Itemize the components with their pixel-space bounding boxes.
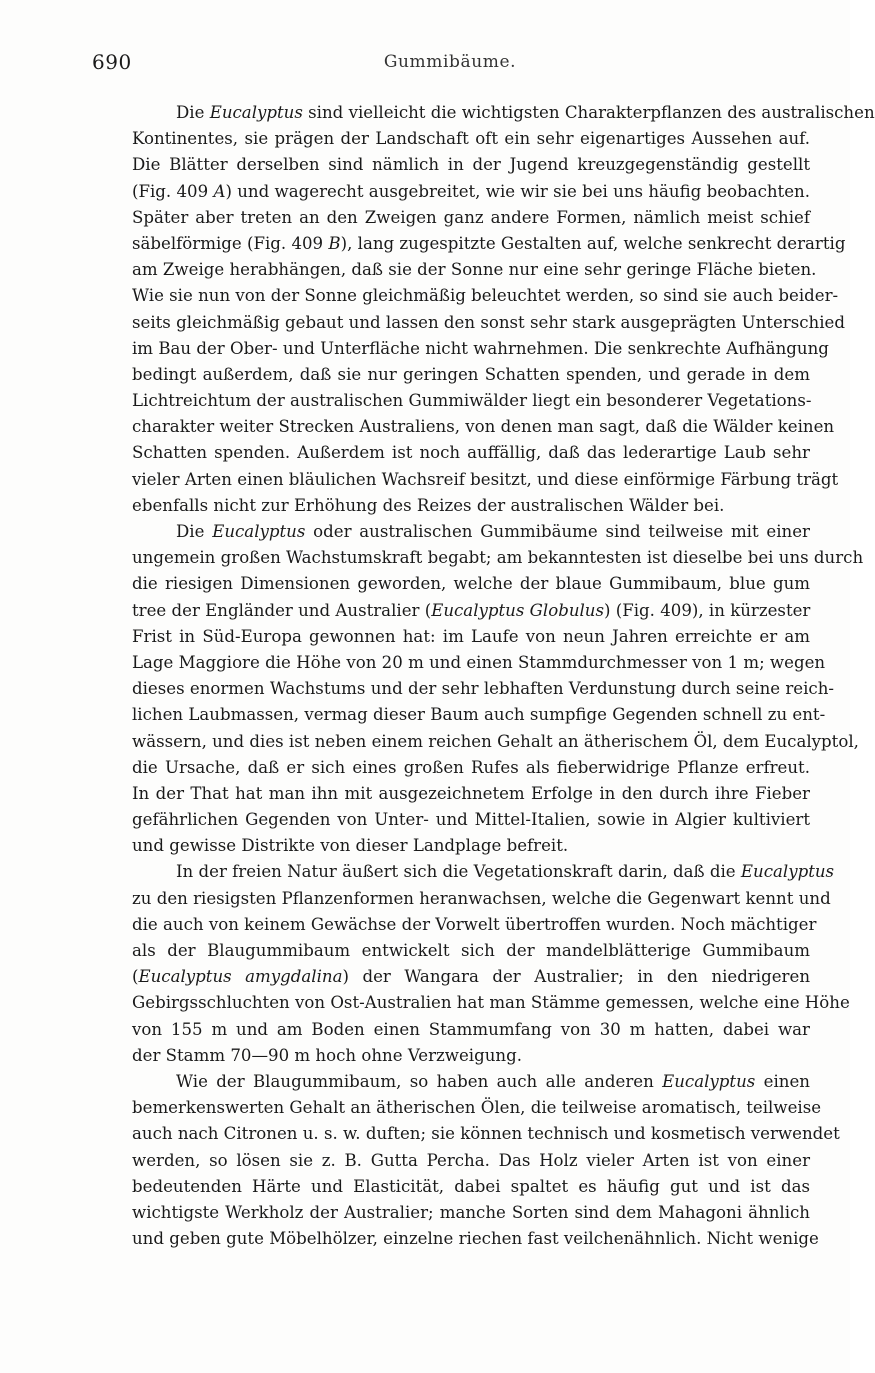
running-title: Gummibäume. <box>383 52 517 72</box>
text-line: seits gleichmäßig gebaut und lassen den sonst sehr stark ausgeprägten Unterschied <box>132 312 845 332</box>
text-line: Die Eucalyptus sind vielleicht die wichtigsten Charakterpflanzen des australischen <box>176 103 875 122</box>
text-line: wässern, und dies ist neben einem reichen Gehalt an ätherischem Öl, dem Eucalyptol, <box>132 731 859 751</box>
text-line: Die Blätter derselben sind nämlich in der Jugend kreuzgegenständig gestellt <box>132 155 810 175</box>
text-line: lichen Laubmassen, vermag dieser Baum auch sumpfige Gegenden schnell zu ent- <box>132 705 826 725</box>
text-line: vieler Arten einen bläulichen Wachsreif besitzt, und diese einförmige Färbung trägt <box>132 469 839 489</box>
text-line: werden, so lösen sie z. B. Gutta Percha. Das Holz vieler Arten ist von einer <box>132 1150 810 1170</box>
text-line: wichtigste Werkholz der Australier; manche Sorten sind dem Mahagoni ähnlich <box>132 1202 810 1222</box>
text-line: tree der Engländer und Australier (Eucalyptus Globulus) (Fig. 409), in kürzester <box>132 600 811 620</box>
text-line: säbelförmige (Fig. 409 B), lang zugespitzte Gestalten auf, welche senkrecht derartig <box>132 233 846 253</box>
text-line: bedingt außerdem, daß sie nur geringen Schatten spenden, und gerade in dem <box>132 364 810 384</box>
text-line: (Fig. 409 A) und wagerecht ausgebreitet, wie wir sie bei uns häufig beobachten. <box>132 181 810 201</box>
text-line: Lage Maggiore die Höhe von 20 m und einen Stammdurchmesser von 1 m; wegen <box>132 652 826 672</box>
text-line: Wie der Blaugummibaum, so haben auch alle anderen Eucalyptus einen <box>176 1071 810 1091</box>
text-line: auch nach Citronen u. s. w. duften; sie können technisch und kosmetisch verwendet <box>132 1124 840 1144</box>
text-line: (Eucalyptus amygdalina) der Wangara der Australier; in den niedrigeren <box>132 967 810 987</box>
text-line: der Stamm 70—90 m hoch ohne Verzweigung. <box>132 1045 523 1065</box>
text-line: In der freien Natur äußert sich die Vegetationskraft darin, daß die Eucalyptus <box>176 862 835 882</box>
text-line: charakter weiter Strecken Australiens, von denen man sagt, daß die Wälder keinen <box>132 417 835 437</box>
text-line: und gewisse Distrikte von dieser Landplage befreit. <box>132 836 569 856</box>
text-line: Kontinentes, sie prägen der Landschaft oft ein sehr eigenartiges Aussehen auf. <box>132 129 810 149</box>
text-line: Schatten spenden. Außerdem ist noch auffällig, daß das lederartige Laub sehr <box>132 443 810 463</box>
text-line: dieses enormen Wachstums und der sehr lebhaften Verdunstung durch seine reich- <box>132 679 835 699</box>
text-line: In der That hat man ihn mit ausgezeichnetem Erfolge in den durch ihre Fieber <box>132 783 810 803</box>
paragraph-4 <box>88 1069 840 1252</box>
text-line: Lichtreichtum der australischen Gummiwälder liegt ein besonderer Vegetations- <box>132 391 812 411</box>
text-line: Wie sie nun von der Sonne gleichmäßig beleuchtet werden, so sind sie auch beider- <box>132 286 839 306</box>
text-line: am Zweige herabhängen, daß sie der Sonne nur eine sehr geringe Fläche bieten. <box>132 260 817 280</box>
paragraph-3 <box>88 859 850 1069</box>
text-line: Gebirgsschluchten von Ost-Australien hat man Stämme gemessen, welche eine Höhe <box>132 993 850 1013</box>
text-line: zu den riesigsten Pflanzenformen heranwachsen, welche die Gegenwart kennt und <box>132 888 831 908</box>
text-line: die Ursache, daß er sich eines großen Rufes als fieberwidrige Pflanze erfreut. <box>132 757 810 777</box>
text-line: Frist in Süd-Europa gewonnen hat: im Laufe von neun Jahren erreichte er am <box>132 626 810 646</box>
text-line: Die Eucalyptus oder australischen Gummibäume sind teilweise mit einer <box>176 522 810 541</box>
text-line: die auch von keinem Gewächse der Vorwelt übertroffen wurden. Noch mächtiger <box>132 914 817 934</box>
text-line: bemerkenswerten Gehalt an ätherischen Ölen, die teilweise aromatisch, teilweise <box>132 1098 822 1118</box>
text-line: bedeutenden Härte und Elasticität, dabei spaltet es häufig gut und ist das <box>132 1176 810 1196</box>
text-line: die riesigen Dimensionen geworden, welche der blaue Gummibaum, blue gum <box>132 574 810 594</box>
text-line: Später aber treten an den Zweigen ganz andere Formen, nämlich meist schief <box>132 207 810 227</box>
body-text <box>88 100 875 1252</box>
text-line: ebenfalls nicht zur Erhöhung des Reizes der australischen Wälder bei. <box>132 495 725 515</box>
paragraph-1 <box>88 100 875 519</box>
text-line: von 155 m und am Boden einen Stammumfang von 30 m hatten, dabei war <box>132 1019 810 1039</box>
text-line: im Bau der Ober- und Unterfläche nicht wahrnehmen. Die senkrechte Aufhängung <box>132 338 829 358</box>
text-line: gefährlichen Gegenden von Unter- und Mittel-Italien, sowie in Algier kultiviert <box>132 810 810 830</box>
text-line: und geben gute Möbelhölzer, einzelne riechen fast veilchenähnlich. Nicht wenige <box>132 1229 819 1249</box>
paragraph-2 <box>88 519 864 859</box>
text-line: ungemein großen Wachstumskraft begabt; am bekanntesten ist dieselbe bei uns durch <box>132 548 864 568</box>
page-header <box>92 50 808 80</box>
page-number: 690 <box>92 50 132 74</box>
text-line: als der Blaugummibaum entwickelt sich der mandelblätterige Gummibaum <box>132 941 810 960</box>
